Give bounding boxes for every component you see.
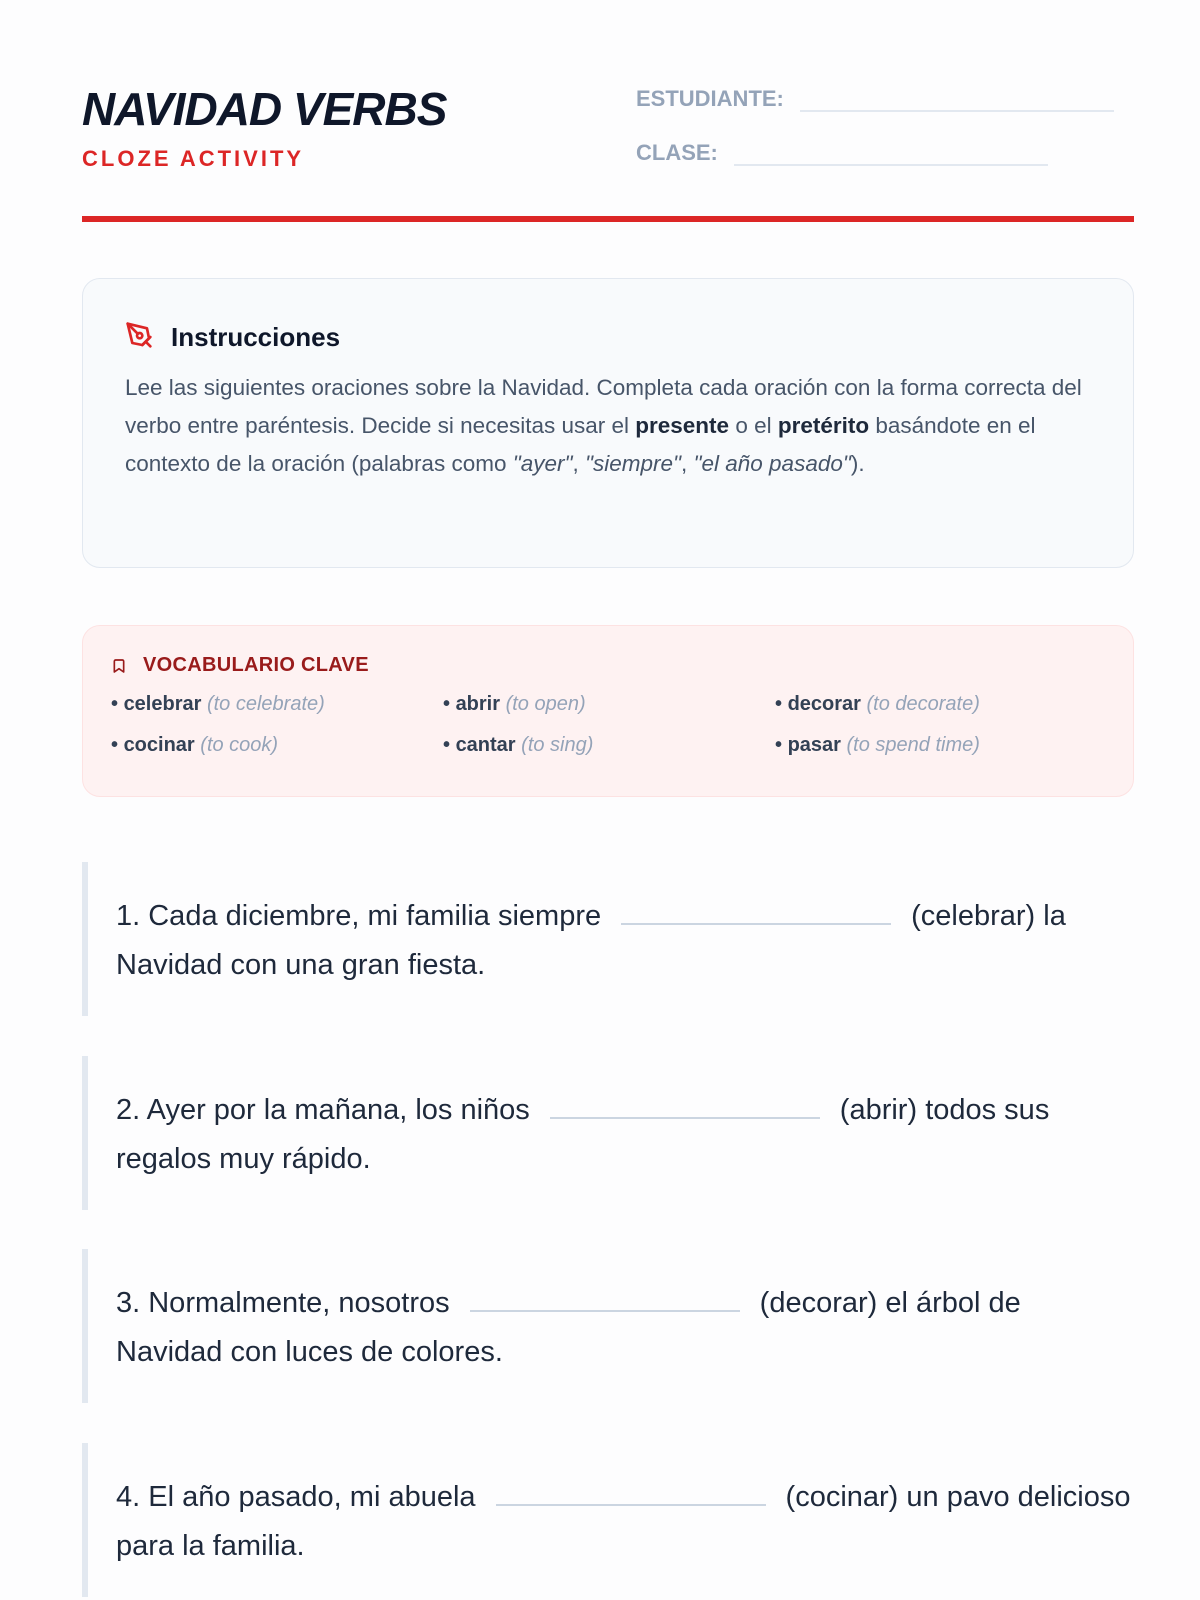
vocab-item: • abrir (to open) xyxy=(443,693,586,715)
question-2: 2. Ayer por la mañana, los niños (abrir) todos sus regalos muy rápido. xyxy=(82,1056,1134,1210)
class-field xyxy=(636,140,1048,166)
worksheet-header xyxy=(82,80,1134,222)
student-field xyxy=(636,86,1114,112)
bookmark-icon xyxy=(111,657,127,675)
answer-blank-1[interactable] xyxy=(621,903,891,925)
class-label: CLASE: xyxy=(636,140,718,165)
question-3: 3. Normalmente, nosotros (decorar) el árbol de Navidad con luces de colores. xyxy=(82,1249,1134,1403)
class-name-line[interactable] xyxy=(734,144,1048,166)
question-1: 1. Cada diciembre, mi familia siempre (celebrar) la Navidad con una gran fiesta. xyxy=(82,862,1134,1016)
answer-blank-4[interactable] xyxy=(496,1484,766,1506)
vocab-item: • pasar (to spend time) xyxy=(775,734,980,756)
vocabulary-box xyxy=(82,625,1134,797)
vocab-item: • cantar (to sing) xyxy=(443,734,594,756)
vocab-item: • decorar (to decorate) xyxy=(775,693,980,715)
answer-blank-3[interactable] xyxy=(470,1290,740,1312)
student-label: ESTUDIANTE: xyxy=(636,86,784,111)
instructions-box xyxy=(82,278,1134,568)
vocabulary-title: VOCABULARIO CLAVE xyxy=(143,654,369,676)
pen-icon xyxy=(125,321,157,353)
answer-blank-2[interactable] xyxy=(550,1097,820,1119)
page-subtitle: CLOZE ACTIVITY xyxy=(82,146,305,171)
page-title: NAVIDAD VERBS xyxy=(82,83,447,135)
vocab-item: • celebrar (to celebrate) xyxy=(111,693,325,715)
vocabulary-list xyxy=(111,693,1105,757)
instructions-text: Lee las siguientes oraciones sobre la Navidad. Completa cada oración con la forma correcta del verbo entre paréntesis. Decide si necesitas usar el presente o el pretérito basándote en el contexto de la oración (palabras como "ayer", "siempre", "el año pasado"). xyxy=(125,375,1082,476)
instructions-title: Instrucciones xyxy=(171,321,341,352)
student-name-line[interactable] xyxy=(800,90,1114,112)
question-4: 4. El año pasado, mi abuela (cocinar) un pavo delicioso para la familia. xyxy=(82,1443,1134,1597)
vocab-item: • cocinar (to cook) xyxy=(111,734,279,756)
